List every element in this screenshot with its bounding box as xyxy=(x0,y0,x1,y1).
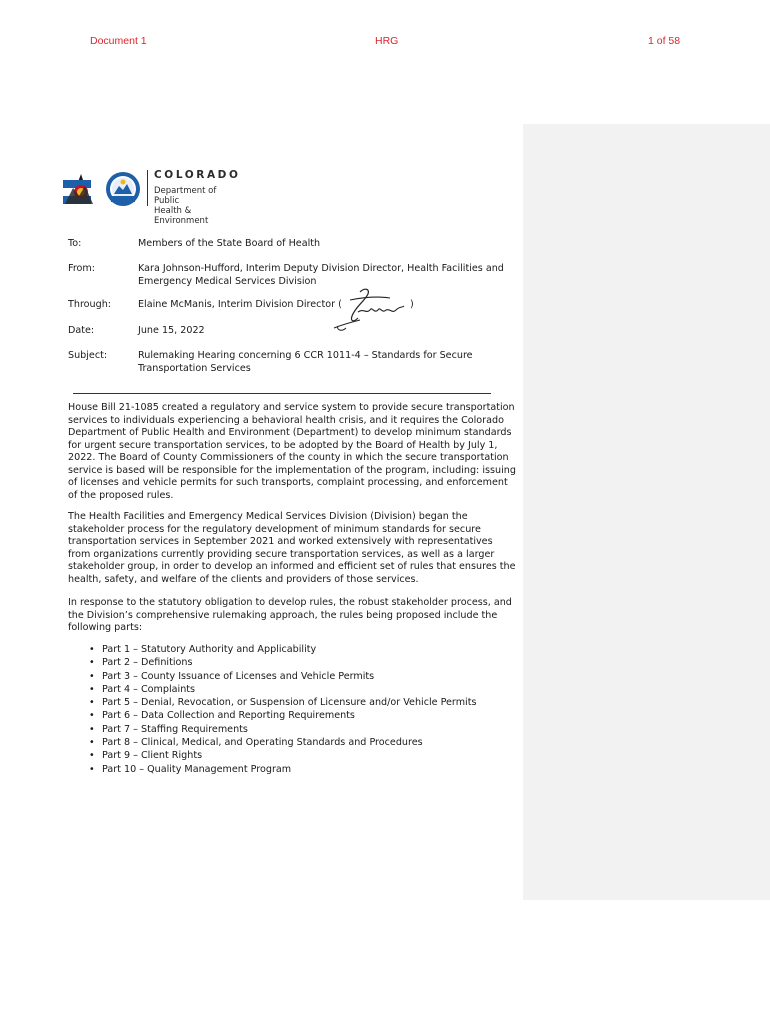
memo-date-value: June 15, 2022 xyxy=(138,325,205,336)
bullet-icon: • xyxy=(89,750,95,762)
logo-dept-line2: Health & Environment xyxy=(154,206,209,226)
list-item: • Part 4 – Complaints xyxy=(89,683,196,695)
bullet-icon: • xyxy=(89,763,95,775)
document-name: Document 1 xyxy=(90,35,147,47)
memo-from-label: From: xyxy=(68,263,96,274)
bullet-icon: • xyxy=(89,697,95,709)
list-item: • Part 8 – Clinical, Medical, and Operating Standards and Procedures xyxy=(89,737,423,749)
memo-through-value xyxy=(138,299,508,312)
logo-dept-line1: Department of Public xyxy=(154,186,217,206)
list-item: • Part 9 – Client Rights xyxy=(89,750,203,762)
memo-to-value: Members of the State Board of Health xyxy=(138,238,321,249)
memo-subject-label: Subject: xyxy=(68,350,108,361)
bullet-icon: • xyxy=(89,723,95,735)
bullet-icon: • xyxy=(89,683,95,695)
cdphe-seal-icon xyxy=(101,170,145,208)
document-code: HRG xyxy=(375,35,399,47)
list-item: • Part 5 – Denial, Revocation, or Suspension of Licensure and/or Vehicle Permits xyxy=(89,697,477,709)
memo-through-close: ) xyxy=(409,299,414,310)
list-item: • Part 2 – Definitions xyxy=(89,657,193,669)
page-counter: 1 of 58 xyxy=(648,35,681,47)
cdphe-logo xyxy=(61,168,241,226)
comment-pane[interactable] xyxy=(523,124,770,900)
bullet-icon: • xyxy=(89,657,95,669)
memo-through-name: Elaine McManis, Interim Division Director ( xyxy=(138,299,342,310)
logo-state-name: COLORADO xyxy=(154,169,241,181)
memo-through-label: Through: xyxy=(68,299,112,310)
logo-divider xyxy=(147,170,148,206)
body-paragraph-1: House Bill 21-1085 created a regulatory and service system to provide secure transportation services to individuals experiencing a behavioral health crisis, and it requires the Colorado Department of Public Health and Environment (Department) to develop minimum standards for urgent secure transportation services, to be adopted by the Board of Health by July 1, 2022. The Board of County Commissioners of the county in which the secure transportation service is based will be responsible for the implementation of the program, including: issuing of licenses and vehicle permits for such transports, complaint processing, and enforcement of the proposed rules. xyxy=(68,402,516,501)
list-item: • Part 7 – Staffing Requirements xyxy=(89,723,248,735)
memo-to-label: To: xyxy=(68,238,82,249)
bullet-icon: • xyxy=(89,710,95,722)
colorado-flag-mark-icon xyxy=(61,170,101,206)
memo-divider xyxy=(73,393,491,394)
memo-subject-value: Rulemaking Hearing concerning 6 CCR 1011-4 – Standards for Secure Transportation Services xyxy=(138,350,473,374)
body-paragraph-2: The Health Facilities and Emergency Medical Services Division (Division) began the stakeholder process for the regulatory development of minimum standards for secure transportation services in September 2021 and worked extensively with representatives from organizations currently providing secure transportation services, as well as a larger stakeholder group, in order to develop an informed and efficient set of rules that ensures the health, safety, and welfare of the clients and providers of those services. xyxy=(68,511,516,585)
body-paragraph-3: In response to the statutory obligation to develop rules, the robust stakeholder process, and the Division’s comprehensive rulemaking approach, the rules being proposed include the following parts: xyxy=(68,597,512,633)
bullet-icon: • xyxy=(89,644,95,655)
bullet-icon: • xyxy=(89,737,95,749)
memo-from-value: Kara Johnson-Hufford, Interim Deputy Division Director, Health Facilities and Emergency Medical Services Division xyxy=(138,263,504,287)
logo-department xyxy=(154,186,241,226)
parts-list xyxy=(68,643,508,776)
list-item: • Part 1 – Statutory Authority and Applicability xyxy=(89,644,317,655)
bullet-icon: • xyxy=(89,670,95,682)
memo-date-label: Date: xyxy=(68,325,95,336)
list-item: • Part 10 – Quality Management Program xyxy=(89,763,292,775)
list-item: • Part 3 – County Issuance of Licenses and Vehicle Permits xyxy=(89,670,375,682)
list-item: • Part 6 – Data Collection and Reporting Requirements xyxy=(89,710,355,722)
